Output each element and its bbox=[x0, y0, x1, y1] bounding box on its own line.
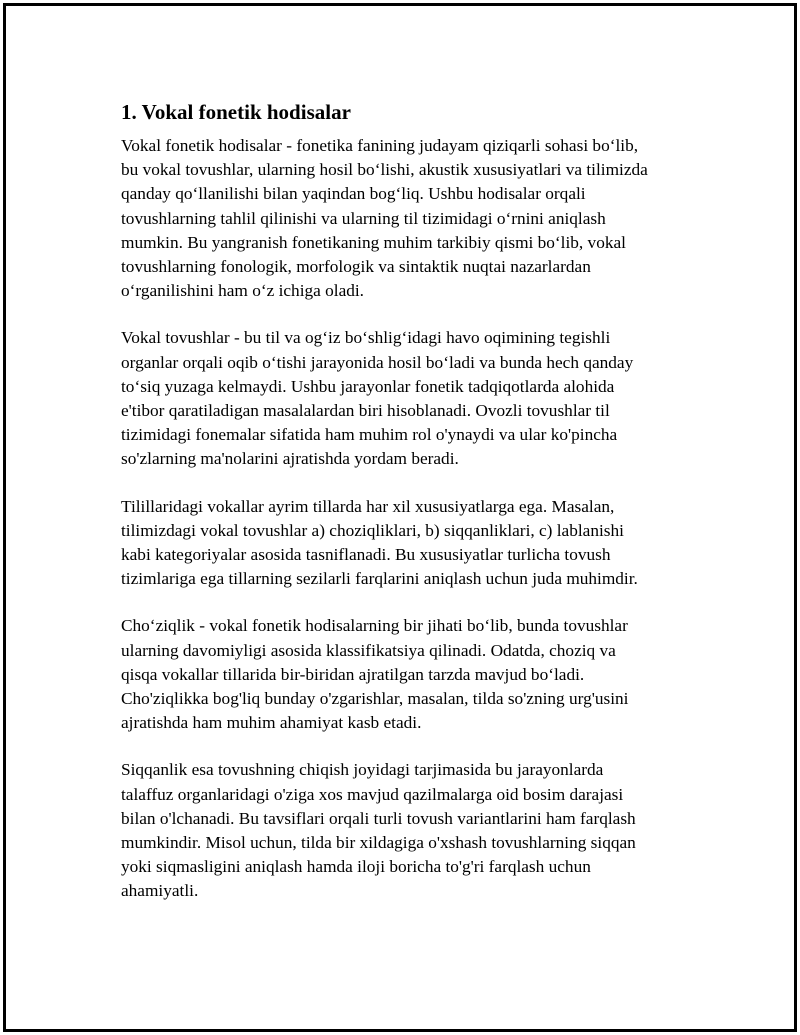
section-heading: 1. Vokal fonetik hodisalar bbox=[121, 100, 351, 124]
paragraph-vokal-tovushlar: Vokal tovushlar - bu til va og‘iz bo‘shlig‘idagi havo oqimining tegishli organlar orqali oqib o‘tishi jarayonida hosil bo‘ladi va bunda hech qanday to‘siq yuzaga kelmaydi. Ushbu jarayonlar fonetik tadqiqotlarda alohida e'tibor qaratiladigan masalalardan biri hisoblanadi. Ovozli tovushlar til tizimidagi fonemalar sifatida ham muhim rol o'ynaydi va ular ko'pincha so'zlarning ma'nolarini ajratishda yordam beradi. bbox=[121, 328, 634, 469]
paragraph-tillaridagi-vokallar: Tilillaridagi vokallar ayrim tillarda har xil xususiyatlarga ega. Masalan, tilimizdagi vokal tovushlar a) choziqliklari, b) siqqanliklari, c) lablanishi kabi kategoriyalar asosida tasniflanadi. Bu xususiyatlar turlicha tovush tizimlariga ega tillarning sezilarli farqlarini aniqlash uchun juda muhimdir. bbox=[121, 496, 638, 589]
paragraph-siqqanlik: Siqqanlik esa tovushning chiqish joyidagi tarjimasida bu jarayonlarda talaffuz organlaridagi o'ziga xos mavjud qazilmalarga oid bosim darajasi bilan o'lchanadi. Bu tavsiflari orqali turli tovush variantlarini ham farqlash mumkindir. Misol uchun, tilda bir xildagiga o'xshash tovushlarning siqqan yoki siqmasligini aniqlash hamda iloji boricha to'g'ri farqlash uchun ahamiyatli. bbox=[121, 760, 636, 901]
document-body bbox=[121, 98, 696, 927]
paragraph-vokal-fonetik-hodisalar: Vokal fonetik hodisalar - fonetika fanining judayam qiziqarli sohasi bo‘lib, bu vokal tovushlar, ularning hosil bo‘lishi, akustik xususiyatlari va tilimizda qanday qo‘llanilishi bilan yaqindan bog‘liq. Ushbu hodisalar orqali tovushlarning tahlil qilinishi va ularning til tizimidagi o‘rnini aniqlash mumkin. Bu yangranish fonetikaning muhim tarkibiy qismi bo‘lib, vokal tovushlarning fonologik, morfologik va sintaktik nuqtai nazarlardan o‘rganilishini ham o‘z ichiga oladi. bbox=[121, 136, 648, 301]
paragraph-choziqlik: Cho‘ziqlik - vokal fonetik hodisalarning bir jihati bo‘lib, bunda tovushlar ularning davomiyligi asosida klassifikatsiya qilinadi. Odatda, choziq va qisqa vokallar tillarida bir-biridan ajratilgan tarzda mavjud bo‘ladi. Cho'ziqlikka bog'liq bunday o'zgarishlar, masalan, tilda so'zning urg'usini ajratishda ham muhim ahamiyat kasb etadi. bbox=[121, 616, 629, 733]
page-frame bbox=[3, 3, 797, 1032]
